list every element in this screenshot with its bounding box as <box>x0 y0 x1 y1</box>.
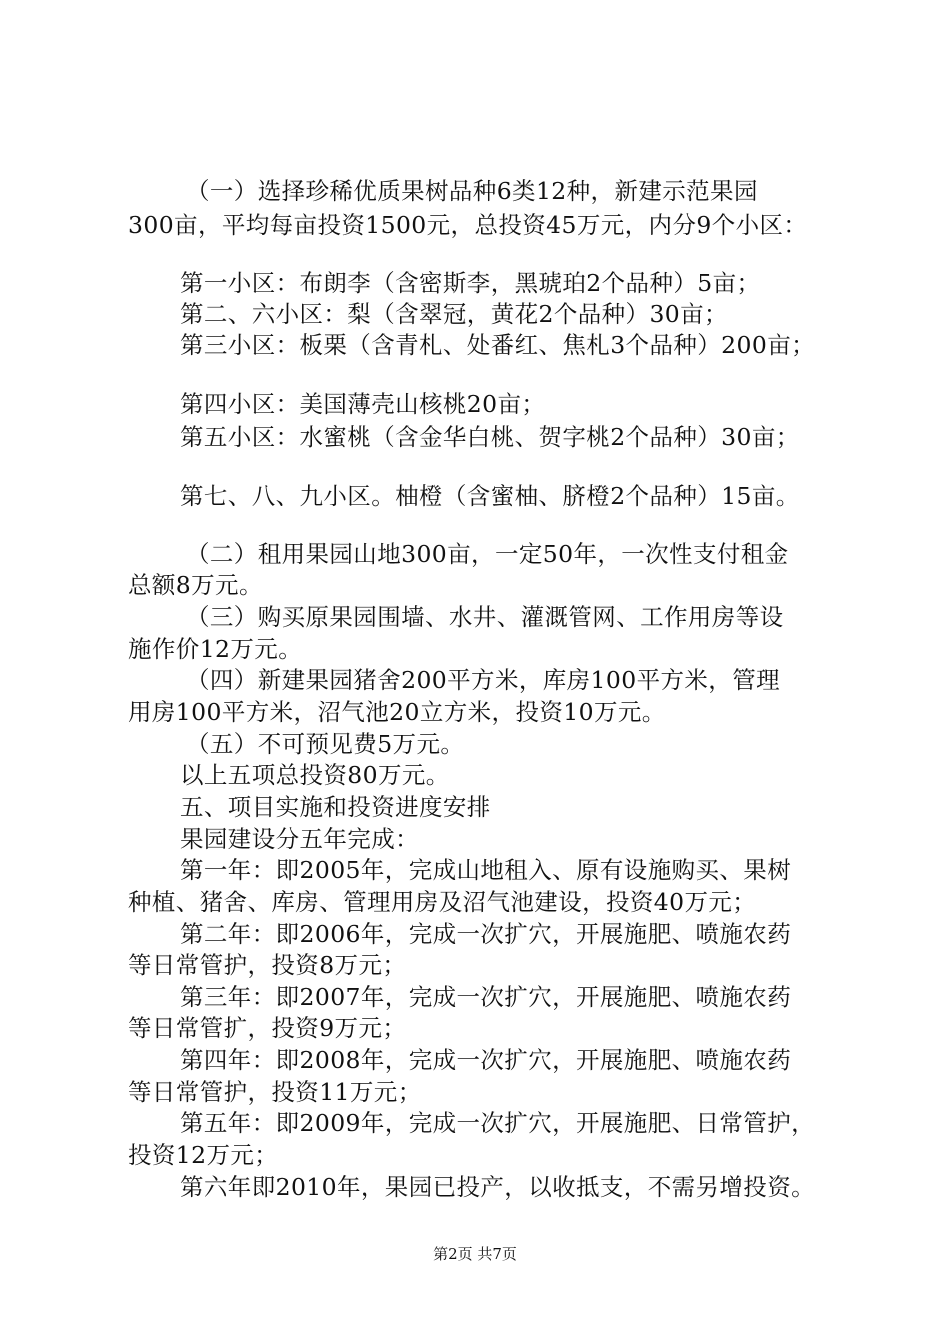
paragraph-line: 以上五项总投资80万元。 <box>180 761 450 789</box>
paragraph-line: 等日常管护，投资11万元； <box>128 1078 422 1106</box>
paragraph-line: 第二、六小区：梨（含翠冠，黄花2个品种）30亩； <box>180 300 728 328</box>
paragraph-line: 第五小区：水蜜桃（含金华白桃、贺字桃2个品种）30亩； <box>180 423 800 451</box>
paragraph-line: （三）购买原果园围墙、水井、灌溉管网、工作用房等设 <box>186 603 784 631</box>
paragraph-line: 总额8万元。 <box>128 571 263 599</box>
paragraph-line: 第三小区：板栗（含青札、处番红、焦札3个品种）200亩； <box>180 331 816 359</box>
paragraph-line: 用房100平方米，沼气池20立方米，投资10万元。 <box>128 698 666 726</box>
paragraph-line: （四）新建果园猪舍200平方米，库房100平方米，管理 <box>186 666 781 694</box>
section-heading: 五、项目实施和投资进度安排 <box>180 793 491 821</box>
paragraph-line: 第四年：即2008年，完成一次扩穴，开展施肥、喷施农药 <box>180 1046 792 1074</box>
paragraph-line: 种植、猪舍、库房、管理用房及沼气池建设，投资40万元； <box>128 888 757 916</box>
paragraph-line: （二）租用果园山地300亩，一定50年，一次性支付租金 <box>186 540 789 568</box>
page-number-footer: 第2页 共7页 <box>433 1245 517 1263</box>
paragraph-line: 第一小区：布朗李（含密斯李，黑琥珀2个品种）5亩； <box>180 269 761 297</box>
paragraph-line: 第六年即2010年，果园已投产，以收抵支，不需另增投资。 <box>180 1173 816 1201</box>
paragraph-line: （一）选择珍稀优质果树品种6类12种，新建示范果园 <box>186 177 758 205</box>
paragraph-line: 300亩，平均每亩投资1500元，总投资45万元，内分9个小区： <box>128 211 808 239</box>
paragraph-line: 等日常管扩，投资9万元； <box>128 1014 407 1042</box>
paragraph-line: 投资12万元； <box>128 1141 279 1169</box>
paragraph-line: 施作价12万元。 <box>128 635 303 663</box>
paragraph-line: 第五年：即2009年，完成一次扩穴，开展施肥、日常管护， <box>180 1109 816 1137</box>
paragraph-line: 第三年：即2007年，完成一次扩穴，开展施肥、喷施农药 <box>180 983 792 1011</box>
paragraph-line: 第一年：即2005年，完成山地租入、原有设施购买、果树 <box>180 856 792 884</box>
paragraph-line: 等日常管护，投资8万元； <box>128 951 407 979</box>
paragraph-line: 第四小区：美国薄壳山核桃20亩； <box>180 390 546 418</box>
paragraph-line: 第七、八、九小区。柚橙（含蜜柚、脐橙2个品种）15亩。 <box>180 482 800 510</box>
paragraph-line: （五）不可预见费5万元。 <box>186 730 465 758</box>
paragraph-line: 果园建设分五年完成： <box>180 825 419 853</box>
paragraph-line: 第二年：即2006年，完成一次扩穴，开展施肥、喷施农药 <box>180 920 792 948</box>
